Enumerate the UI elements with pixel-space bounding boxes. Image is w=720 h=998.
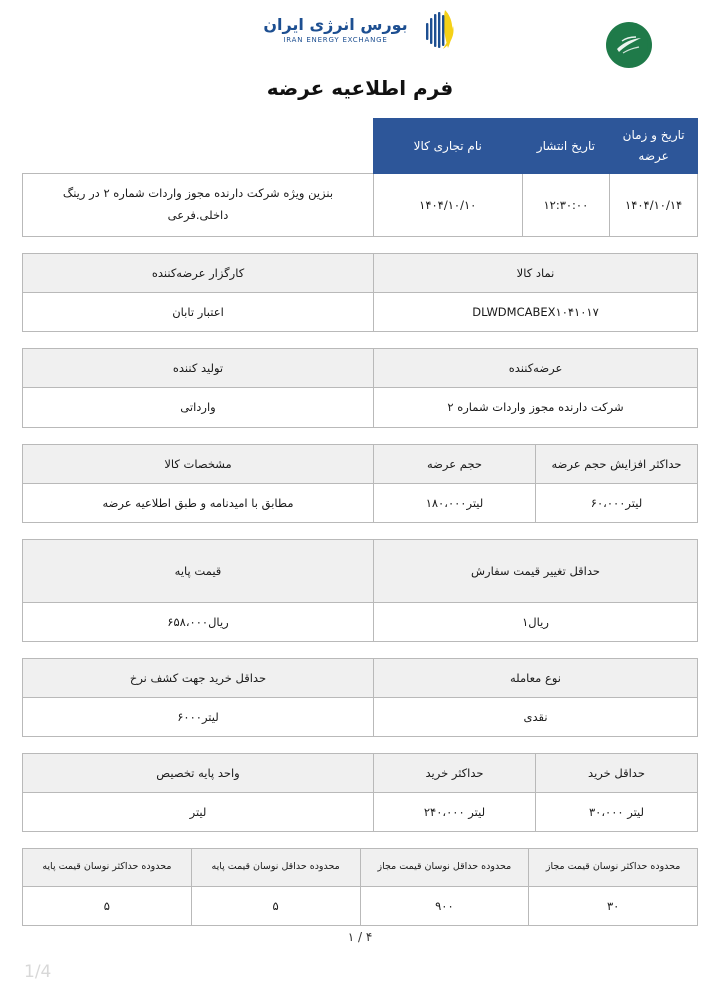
table-symbol <box>22 253 698 332</box>
cell-max-purchase: لیتر ۲۴۰،۰۰۰ <box>374 793 536 832</box>
table-row <box>23 698 698 737</box>
cell-min-purchase-discovery: لیتر۶۰۰۰ <box>23 698 374 737</box>
cell-max-volume-increase: لیتر۶۰،۰۰۰ <box>536 483 698 522</box>
cell-max-allowed-fluctuation: ۳۰ <box>529 887 698 926</box>
column-header: حجم عرضه <box>374 444 536 483</box>
table-row <box>23 658 698 697</box>
table-price <box>22 539 698 642</box>
cell-offering-time: ۱۲:۳۰:۰۰ <box>522 174 610 237</box>
column-header: نماد کالا <box>374 254 698 293</box>
table-row <box>23 388 698 427</box>
cell-broker: اعتبار تابان <box>23 293 374 332</box>
cell-deal-type: نقدی <box>374 698 698 737</box>
column-header: تولید کننده <box>23 349 374 388</box>
column-header: محدوده حداکثر نوسان قیمت پایه <box>23 849 192 887</box>
brand-name-en: IRAN ENERGY EXCHANGE <box>283 35 388 44</box>
table-volume <box>22 444 698 523</box>
table-row <box>23 174 698 237</box>
cell-commodity-specs: مطابق با امیدنامه و طبق اطلاعیه عرضه <box>23 483 374 522</box>
iran-energy-exchange-logo-icon <box>415 8 457 52</box>
column-header: مشخصات کالا <box>23 444 374 483</box>
cell-min-price-change: ریال۱ <box>374 602 698 641</box>
green-official-seal-icon <box>606 22 652 68</box>
page-title: فرم اطلاعیه عرضه <box>266 76 454 100</box>
column-header: واحد پایه تخصیص <box>23 754 374 793</box>
table-row <box>23 119 698 174</box>
cell-offering-volume: لیتر۱۸۰،۰۰۰ <box>374 483 536 522</box>
column-header: قیمت پایه <box>23 539 374 602</box>
table-row <box>23 602 698 641</box>
cell-product-name: بنزین ویژه شرکت دارنده مجوز واردات شماره ۲ در رینگ داخلی.فرعی <box>23 174 374 237</box>
cell-producer: وارداتی <box>23 388 374 427</box>
cell-allocation-unit: لیتر <box>23 793 374 832</box>
column-header: کارگزار عرضه‌کننده <box>23 254 374 293</box>
column-header: حداقل خرید <box>536 754 698 793</box>
cell-supplier: شرکت دارنده مجوز واردات شماره ۲ <box>374 388 698 427</box>
page-header <box>0 0 720 62</box>
table-row <box>23 444 698 483</box>
cell-offering-datetime: ۱۴۰۴/۱۰/۱۴ <box>610 174 698 237</box>
table-allocation <box>22 753 698 832</box>
table-deal <box>22 658 698 737</box>
page-number: ۴ / ۱ <box>347 930 373 944</box>
cell-min-purchase: لیتر ۳۰،۰۰۰ <box>536 793 698 832</box>
table-row <box>23 793 698 832</box>
column-header: تاریخ و زمان عرضه <box>610 119 698 174</box>
column-header: تاریخ انتشار <box>522 119 610 174</box>
table-row <box>23 483 698 522</box>
table-row <box>23 254 698 293</box>
table-fluctuation <box>22 848 698 926</box>
table-row <box>23 539 698 602</box>
table-offering <box>22 118 698 237</box>
cell-publish-date: ۱۴۰۴/۱۰/۱۰ <box>374 174 523 237</box>
table-row <box>23 349 698 388</box>
cell-max-base-fluctuation: ۵ <box>23 887 192 926</box>
table-row <box>23 849 698 887</box>
column-header: محدوده حداقل نوسان قیمت مجاز <box>360 849 529 887</box>
column-header: حداقل تغییر قیمت سفارش <box>374 539 698 602</box>
table-row <box>23 293 698 332</box>
cell-base-price: ریال۶۵۸،۰۰۰ <box>23 602 374 641</box>
table-producer <box>22 348 698 427</box>
page-watermark: 1/4 <box>24 962 52 982</box>
column-header: حداکثر خرید <box>374 754 536 793</box>
column-header: نوع معامله <box>374 658 698 697</box>
table-row <box>23 887 698 926</box>
cell-min-base-fluctuation: ۵ <box>191 887 360 926</box>
column-header: حداکثر افزایش حجم عرضه <box>536 444 698 483</box>
column-header: نام تجاری کالا <box>374 119 523 174</box>
column-header: محدوده حداقل نوسان قیمت پایه <box>191 849 360 887</box>
cell-min-allowed-fluctuation: ۹۰۰ <box>360 887 529 926</box>
column-header: حداقل خرید جهت کشف نرخ <box>23 658 374 697</box>
column-header: محدوده حداکثر نوسان قیمت مجاز <box>529 849 698 887</box>
table-row <box>23 754 698 793</box>
brand-name-fa: بورس انرژی ایران <box>263 14 408 34</box>
form-body <box>0 118 720 926</box>
column-header: عرضه‌کننده <box>374 349 698 388</box>
cell-commodity-symbol: DLWDMCABEX۱۰۴۱۰۱۷ <box>374 293 698 332</box>
